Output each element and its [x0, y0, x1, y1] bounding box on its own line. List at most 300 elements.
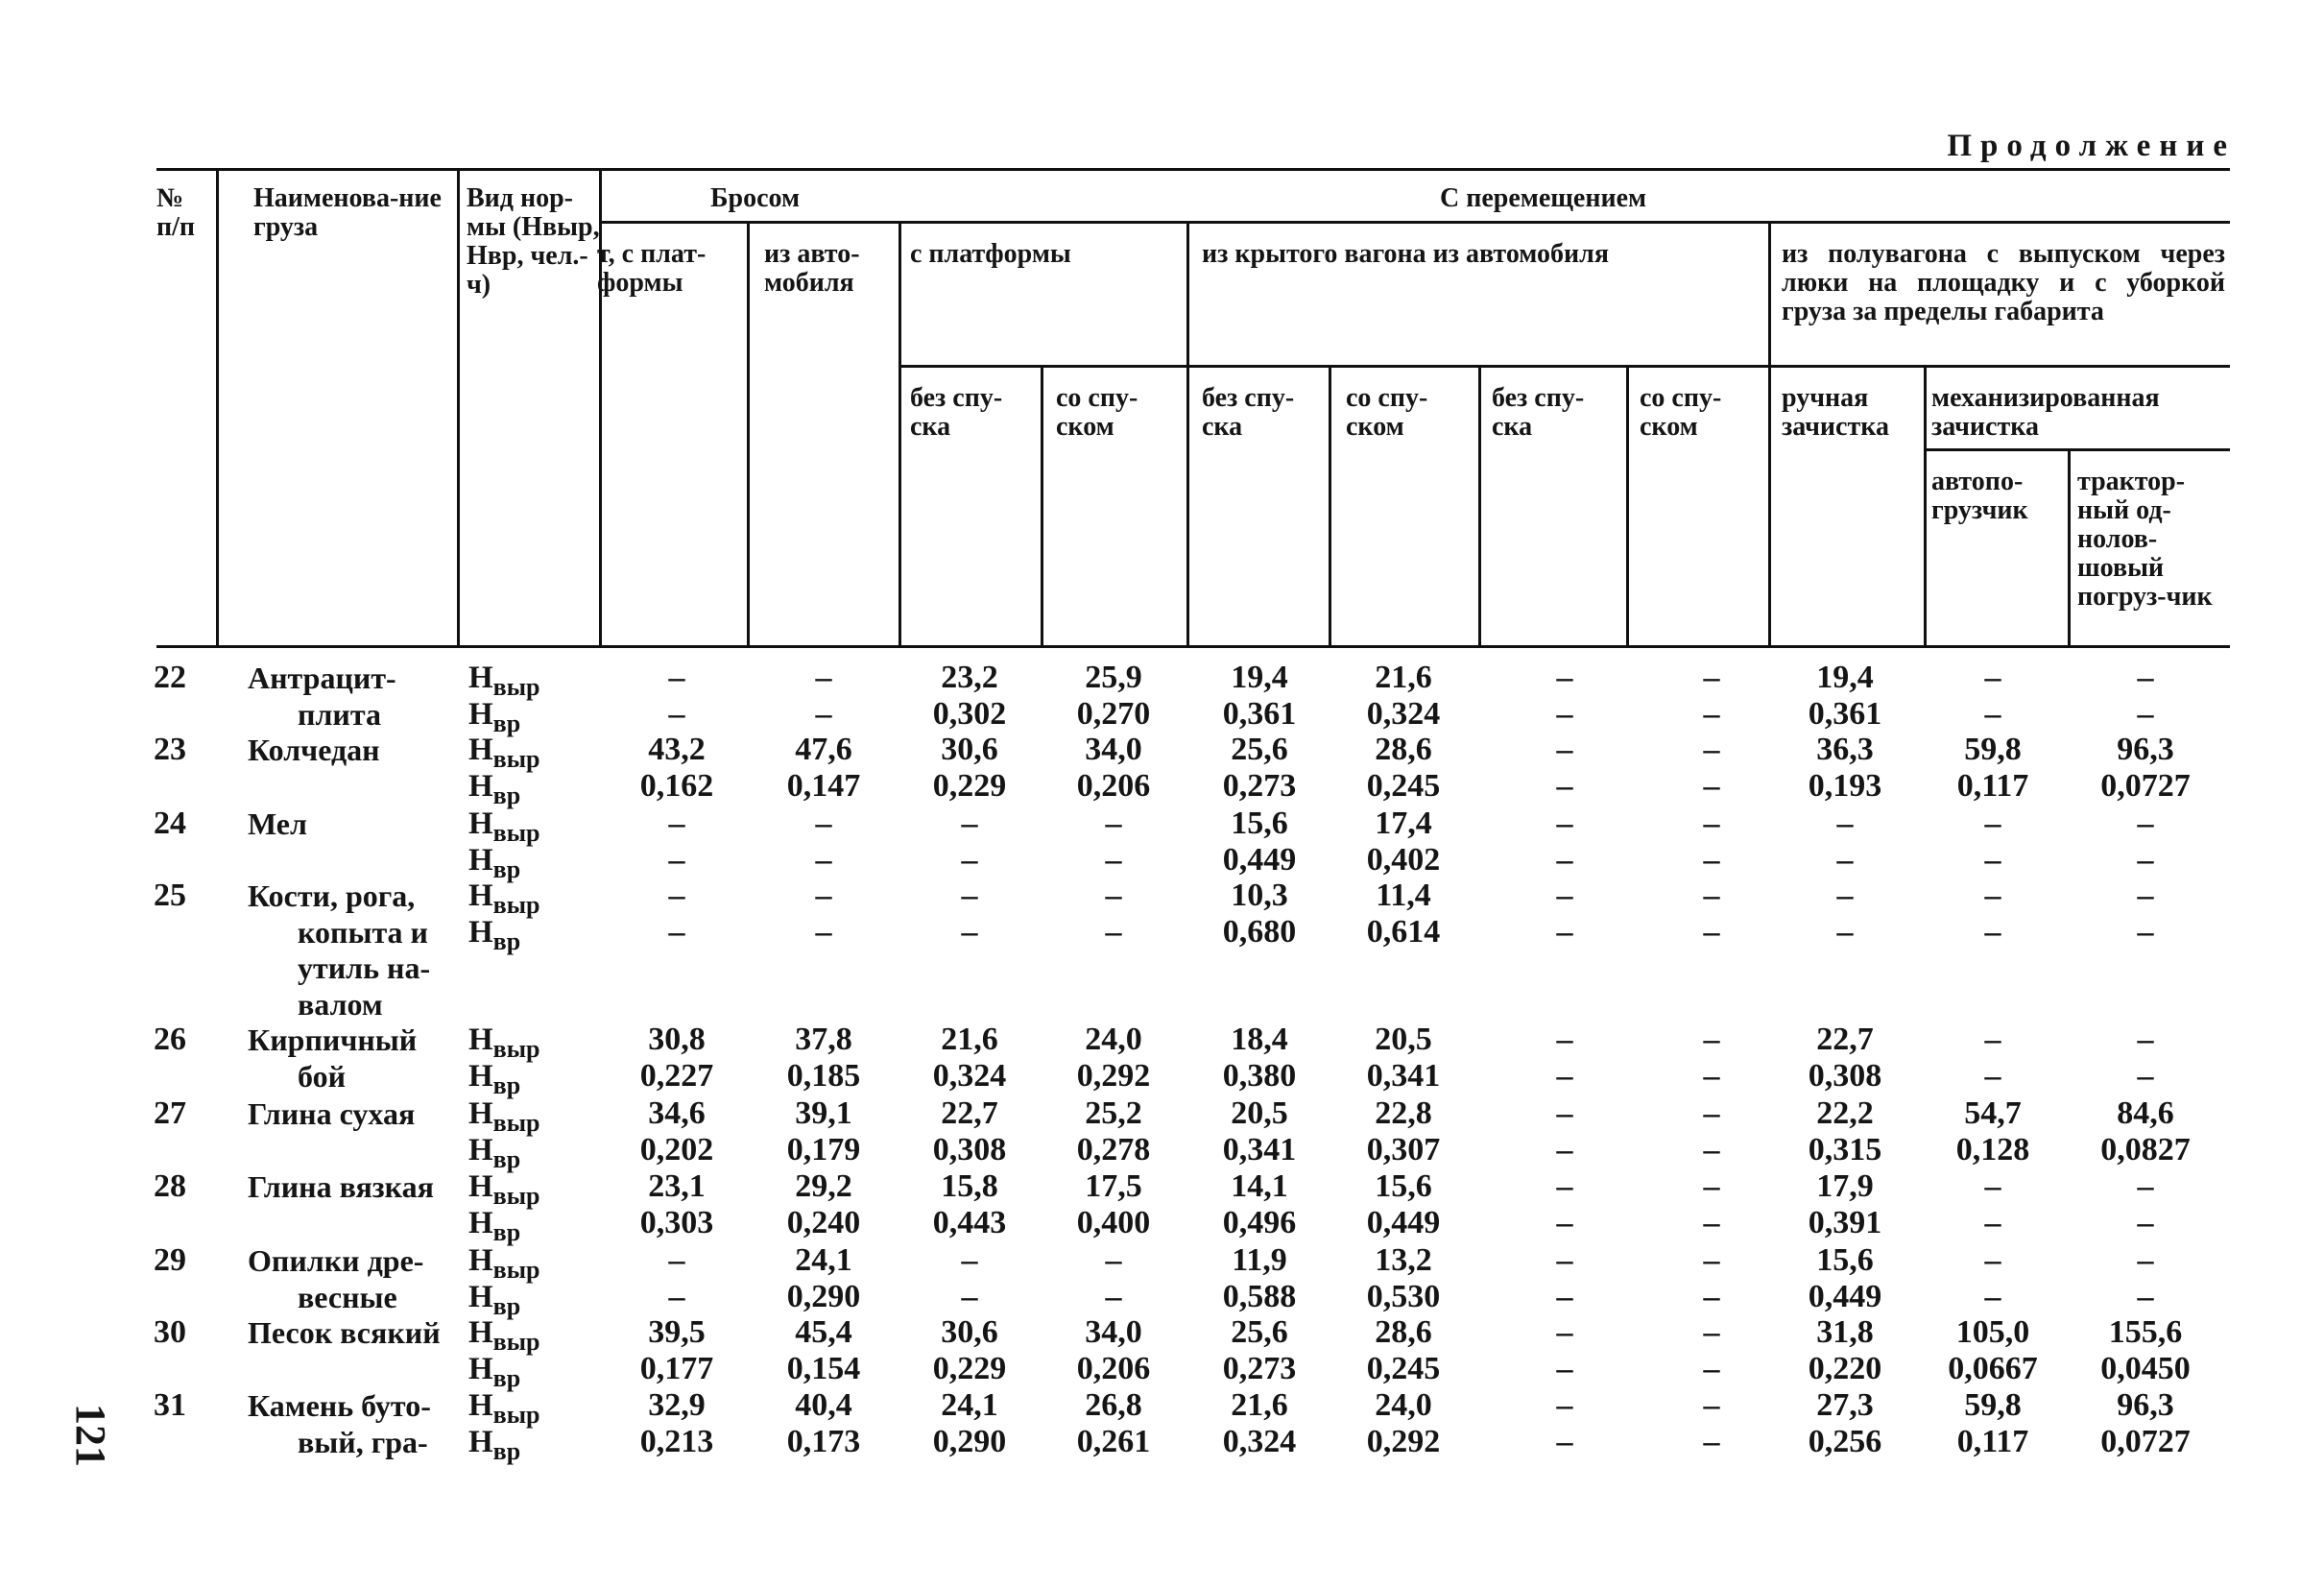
value-cell: 28,6	[1375, 732, 1432, 767]
value-cell: –	[1984, 878, 2001, 913]
value-cell: 0,324	[1366, 695, 1441, 732]
value-cell: 0,162	[639, 767, 714, 804]
value-cell: 0,308	[1808, 1057, 1882, 1094]
value-cell: 15,6	[1231, 806, 1288, 841]
value-cell: –	[668, 878, 685, 913]
value-cell: 21,6	[941, 1022, 998, 1057]
value-cell: –	[1703, 1131, 1720, 1167]
value-cell: –	[1703, 695, 1720, 732]
value-cell: –	[1105, 878, 1122, 913]
header-bez-spuska-3: без спу-ска	[1492, 383, 1585, 442]
header-norm-type: Вид нор-мы (Нвыр, Нвр, чел.-ч)	[467, 183, 600, 300]
value-cell: –	[1105, 1242, 1122, 1278]
value-cell: –	[1703, 841, 1720, 878]
value-cell: 40,4	[795, 1387, 852, 1423]
value-cell: 0,290	[932, 1423, 1007, 1459]
value-cell: 0,278	[1076, 1131, 1151, 1167]
header-bez-spuska-1: без спу-ска	[910, 383, 1003, 442]
norm-label-base: Н	[468, 1096, 493, 1131]
row-number: 28	[154, 1168, 186, 1204]
value-cell: 22,2	[1816, 1095, 1874, 1131]
col-rule-12	[1924, 365, 1927, 645]
norm-label-base: Н	[468, 1424, 493, 1459]
value-cell: 0,273	[1222, 1350, 1297, 1386]
value-cell: –	[1703, 1168, 1720, 1204]
row-number: 30	[154, 1314, 186, 1350]
header-iz-krytogo-vagona: из крытого вагона из автомобиля	[1202, 239, 1609, 269]
norm-label-base: Н	[468, 1132, 493, 1167]
value-cell: –	[668, 806, 685, 841]
value-cell: 0,680	[1222, 913, 1297, 950]
value-cell: –	[2137, 1168, 2154, 1204]
value-cell: 22,7	[941, 1095, 998, 1131]
header-ruchnaya-zachistka: ручная зачистка	[1782, 383, 1889, 442]
norm-label-subscript: вр	[492, 1363, 521, 1392]
value-cell: 27,3	[1816, 1387, 1874, 1423]
value-cell: –	[1984, 1204, 2001, 1240]
cargo-name: весные	[298, 1279, 397, 1314]
value-cell: –	[1556, 806, 1573, 841]
header-iz-avtomobilya-brosom: из авто-мобиля	[764, 239, 860, 298]
value-cell: 0,449	[1808, 1278, 1882, 1314]
value-cell: –	[961, 913, 978, 950]
value-cell: –	[961, 841, 978, 878]
value-cell: 0,206	[1076, 767, 1151, 804]
value-cell: 0,256	[1808, 1423, 1882, 1459]
value-cell: –	[1836, 806, 1854, 841]
value-cell: –	[961, 1278, 978, 1314]
cargo-name: Песок всякий	[248, 1315, 441, 1350]
header-s-peremeshcheniem: С перемещением	[1440, 183, 1647, 213]
value-cell: –	[1984, 660, 2001, 695]
value-cell: –	[1556, 1387, 1573, 1423]
cargo-name: Опилки дре-	[248, 1243, 424, 1278]
row-number: 29	[154, 1242, 186, 1278]
value-cell: 39,5	[648, 1314, 706, 1350]
value-cell: 0,292	[1076, 1057, 1151, 1094]
value-cell: –	[668, 660, 685, 695]
value-cell: –	[1556, 1131, 1573, 1167]
norm-label-subscript: вр	[492, 926, 521, 955]
col-rule-5	[898, 221, 901, 645]
norm-label-base: Н	[468, 806, 493, 841]
value-cell: 15,6	[1816, 1242, 1874, 1278]
value-cell: 15,8	[941, 1168, 998, 1204]
value-cell: –	[1984, 841, 2001, 878]
value-cell: 0,229	[932, 1350, 1007, 1386]
value-cell: –	[1703, 806, 1720, 841]
row-number: 22	[154, 660, 186, 695]
row-number: 31	[154, 1387, 186, 1423]
value-cell: 0,290	[786, 1278, 861, 1314]
header-rule-1	[599, 221, 2230, 224]
value-cell: 0,270	[1076, 695, 1151, 732]
norm-label-base: Н	[468, 1388, 493, 1423]
norm-label-subscript: вр	[492, 854, 521, 883]
value-cell: –	[668, 1242, 685, 1278]
value-cell: 34,0	[1085, 1314, 1142, 1350]
norm-label-subscript: вр	[492, 1436, 521, 1465]
header-bez-spuska-2: без спу-ска	[1202, 383, 1295, 442]
value-cell: –	[668, 913, 685, 950]
header-iz-poluvagona: из полувагона с выпуском через люки на площадку и с уборкой груза за пределы габарита	[1782, 239, 2225, 326]
value-cell: 17,9	[1816, 1168, 1874, 1204]
value-cell: –	[1556, 1314, 1573, 1350]
cargo-name: Колчедан	[248, 733, 380, 767]
value-cell: 0,315	[1808, 1131, 1882, 1167]
col-rule-2	[457, 168, 460, 645]
cargo-name: Кирпичный	[248, 1023, 418, 1057]
value-cell: –	[1703, 1057, 1720, 1094]
value-cell: –	[2137, 1204, 2154, 1240]
norm-label-base: Н	[468, 1279, 493, 1314]
header-avtopogruzchik: автопо-грузчик	[1931, 467, 2028, 525]
norm-label-subscript: выр	[492, 745, 540, 773]
value-cell: –	[1703, 1278, 1720, 1314]
value-cell: 0,341	[1366, 1057, 1441, 1094]
value-cell: –	[1703, 913, 1720, 950]
row-number: 27	[154, 1095, 186, 1131]
value-cell: 0,0827	[2100, 1131, 2191, 1167]
cargo-name: Глина сухая	[248, 1096, 416, 1131]
header-s-platformy-brosom: т, с плат-формы	[597, 239, 707, 298]
header-brosom: Бросом	[710, 183, 801, 213]
value-cell: 0,193	[1808, 767, 1882, 804]
value-cell: –	[1703, 878, 1720, 913]
value-cell: 21,6	[1375, 660, 1432, 695]
table-top-rule	[156, 168, 2230, 171]
value-cell: –	[668, 695, 685, 732]
norm-label-subscript: выр	[492, 1328, 540, 1356]
norm-label-base: Н	[468, 661, 493, 695]
value-cell: –	[1836, 878, 1854, 913]
value-cell: 0,530	[1366, 1278, 1441, 1314]
continuation-label: Продолжение	[1947, 129, 2236, 163]
value-cell: 0,117	[1956, 1423, 2029, 1459]
header-name: Наименова-ние груза	[253, 183, 442, 242]
value-cell: –	[815, 660, 832, 695]
value-cell: 25,6	[1231, 732, 1288, 767]
value-cell: –	[1556, 695, 1573, 732]
value-cell: 17,4	[1375, 806, 1432, 841]
row-number: 25	[154, 878, 186, 913]
value-cell: 36,3	[1816, 732, 1874, 767]
value-cell: –	[961, 806, 978, 841]
value-cell: 37,8	[795, 1022, 852, 1057]
value-cell: –	[1105, 841, 1122, 878]
value-cell: 0,443	[932, 1204, 1007, 1240]
norm-label-vr	[468, 1425, 520, 1469]
value-cell: 18,4	[1231, 1022, 1288, 1057]
value-cell: –	[1556, 1022, 1573, 1057]
value-cell: 34,6	[648, 1095, 706, 1131]
norm-label-subscript: выр	[492, 1401, 540, 1429]
value-cell: 0,185	[786, 1057, 861, 1094]
value-cell: –	[1703, 1242, 1720, 1278]
value-cell: 0,324	[1222, 1423, 1297, 1459]
norm-label-subscript: вр	[492, 781, 521, 809]
value-cell: –	[1556, 732, 1573, 767]
value-cell: 24,0	[1375, 1387, 1432, 1423]
col-rule-11	[1768, 221, 1771, 645]
header-s-platformy: с платформы	[910, 239, 1071, 269]
value-cell: –	[1703, 1314, 1720, 1350]
value-cell: –	[1984, 913, 2001, 950]
col-rule-10	[1626, 365, 1629, 645]
cargo-name: валом	[298, 986, 383, 1022]
value-cell: –	[1556, 1423, 1573, 1459]
value-cell: 0,220	[1808, 1350, 1882, 1386]
norm-label-subscript: вр	[492, 1291, 521, 1320]
value-cell: –	[1556, 1278, 1573, 1314]
cargo-name: Глина вязкая	[248, 1169, 434, 1204]
value-cell: –	[2137, 1022, 2154, 1057]
value-cell: 24,1	[941, 1387, 998, 1423]
value-cell: 25,2	[1085, 1095, 1142, 1131]
value-cell: 0,245	[1366, 1350, 1441, 1386]
norm-label-base: Н	[468, 1023, 493, 1057]
norm-label-subscript: выр	[492, 673, 540, 701]
value-cell: 0,0727	[2100, 1423, 2191, 1459]
header-rule-2b	[1768, 365, 2230, 368]
norm-label-vr	[468, 915, 520, 959]
value-cell: 30,6	[941, 1314, 998, 1350]
row-number: 24	[154, 806, 186, 841]
value-cell: 96,3	[2117, 1387, 2174, 1423]
value-cell: –	[1556, 767, 1573, 804]
value-cell: 17,5	[1085, 1168, 1142, 1204]
value-cell: –	[1703, 1423, 1720, 1459]
value-cell: 23,2	[941, 660, 998, 695]
value-cell: 0,292	[1366, 1423, 1441, 1459]
value-cell: 26,8	[1085, 1387, 1142, 1423]
value-cell: 0,391	[1808, 1204, 1882, 1240]
value-cell: 59,8	[1964, 732, 2022, 767]
cargo-name: Мел	[248, 806, 307, 841]
norm-label-base: Н	[468, 1205, 493, 1240]
value-cell: –	[1703, 767, 1720, 804]
value-cell: 25,9	[1085, 660, 1142, 695]
cargo-name: плита	[298, 696, 381, 732]
value-cell: 29,2	[795, 1168, 852, 1204]
header-so-spuskom-1: со спу-ском	[1056, 383, 1138, 442]
value-cell: –	[2137, 878, 2154, 913]
value-cell: –	[1703, 1350, 1720, 1386]
value-cell: 20,5	[1231, 1095, 1288, 1131]
value-cell: 0,400	[1076, 1204, 1151, 1240]
value-cell: 22,7	[1816, 1022, 1874, 1057]
cargo-name: Камень буто-	[248, 1388, 431, 1423]
norm-label-subscript: выр	[492, 1182, 540, 1210]
value-cell: 0,154	[786, 1350, 861, 1386]
value-cell: –	[1556, 660, 1573, 695]
cargo-name: копыта и	[298, 914, 428, 950]
norm-label-subscript: выр	[492, 1256, 540, 1284]
value-cell: 13,2	[1375, 1242, 1432, 1278]
norm-label-base: Н	[468, 696, 493, 732]
col-rule-4	[747, 221, 750, 645]
value-cell: 22,8	[1375, 1095, 1432, 1131]
value-cell: 10,3	[1231, 878, 1288, 913]
value-cell: –	[1105, 1278, 1122, 1314]
value-cell: 32,9	[648, 1387, 706, 1423]
header-so-spuskom-2: со спу-ском	[1346, 383, 1428, 442]
value-cell: –	[815, 913, 832, 950]
norm-label-subscript: вр	[492, 1217, 521, 1246]
value-cell: 24,0	[1085, 1022, 1142, 1057]
value-cell: 20,5	[1375, 1022, 1432, 1057]
norm-label-subscript: вр	[492, 1071, 521, 1099]
norm-label-subscript: вр	[492, 1144, 521, 1173]
value-cell: 105,0	[1955, 1314, 2030, 1350]
value-cell: 0,117	[1956, 767, 2029, 804]
value-cell: 0,229	[932, 767, 1007, 804]
norm-label-base: Н	[468, 768, 493, 804]
value-cell: 31,8	[1816, 1314, 1874, 1350]
value-cell: –	[961, 878, 978, 913]
page-number-text: 121	[67, 1404, 114, 1467]
value-cell: –	[1556, 1350, 1573, 1386]
norm-label-base: Н	[468, 1058, 493, 1094]
value-cell: 0,614	[1366, 913, 1441, 950]
value-cell: 0,341	[1222, 1131, 1297, 1167]
value-cell: –	[1556, 1204, 1573, 1240]
value-cell: 155,6	[2108, 1314, 2183, 1350]
value-cell: 24,1	[795, 1242, 852, 1278]
value-cell: –	[1703, 1022, 1720, 1057]
value-cell: 0,202	[639, 1131, 714, 1167]
value-cell: –	[1703, 1095, 1720, 1131]
norm-label-base: Н	[468, 842, 493, 878]
value-cell: –	[1556, 1057, 1573, 1094]
norm-label-base: Н	[468, 914, 493, 950]
header-rule-3	[1924, 448, 2230, 451]
col-rule-13	[2068, 448, 2071, 645]
value-cell: 0,179	[786, 1131, 861, 1167]
value-cell: 0,303	[639, 1204, 714, 1240]
value-cell: 30,8	[648, 1022, 706, 1057]
value-cell: 43,2	[648, 732, 706, 767]
row-number: 23	[154, 732, 186, 767]
value-cell: –	[1703, 732, 1720, 767]
value-cell: 0,308	[932, 1131, 1007, 1167]
value-cell: –	[2137, 841, 2154, 878]
value-cell: –	[1984, 1242, 2001, 1278]
value-cell: 11,4	[1376, 878, 1431, 913]
value-cell: –	[815, 841, 832, 878]
value-cell: 21,6	[1231, 1387, 1288, 1423]
value-cell: 14,1	[1231, 1168, 1288, 1204]
value-cell: –	[1703, 1204, 1720, 1240]
value-cell: –	[668, 1278, 685, 1314]
value-cell: 11,9	[1232, 1242, 1287, 1278]
value-cell: 0,361	[1808, 695, 1882, 732]
header-traktorny-pogruzchik: трактор-ный од-нолов-шовый погруз-чик	[2077, 467, 2213, 612]
value-cell: 0,177	[639, 1350, 714, 1386]
value-cell: 0,380	[1222, 1057, 1297, 1094]
value-cell: –	[1105, 913, 1122, 950]
value-cell: 0,588	[1222, 1278, 1297, 1314]
value-cell: 96,3	[2117, 732, 2174, 767]
value-cell: 0,240	[786, 1204, 861, 1240]
value-cell: 0,227	[639, 1057, 714, 1094]
value-cell: 0,173	[786, 1423, 861, 1459]
norm-label-subscript: выр	[492, 819, 540, 847]
value-cell: 0,213	[639, 1423, 714, 1459]
value-cell: –	[1984, 1057, 2001, 1094]
value-cell: –	[1556, 913, 1573, 950]
value-cell: –	[1984, 1022, 2001, 1057]
value-cell: –	[1556, 878, 1573, 913]
header-bottom-rule	[156, 645, 2230, 648]
value-cell: –	[1984, 1278, 2001, 1314]
norm-label-base: Н	[468, 1351, 493, 1386]
value-cell: –	[1703, 660, 1720, 695]
value-cell: 19,4	[1231, 660, 1288, 695]
row-number: 26	[154, 1022, 186, 1057]
value-cell: 0,307	[1366, 1131, 1441, 1167]
value-cell: 0,449	[1222, 841, 1297, 878]
value-cell: 47,6	[795, 732, 852, 767]
value-cell: 0,261	[1076, 1423, 1151, 1459]
value-cell: –	[1556, 841, 1573, 878]
value-cell: –	[2137, 1242, 2154, 1278]
value-cell: 34,0	[1085, 732, 1142, 767]
value-cell: –	[1556, 1168, 1573, 1204]
header-so-spuskom-3: со спу-ском	[1640, 383, 1722, 442]
value-cell: 25,6	[1231, 1314, 1288, 1350]
value-cell: –	[1105, 806, 1122, 841]
value-cell: 30,6	[941, 732, 998, 767]
header-rule-2	[898, 365, 1768, 368]
value-cell: 23,1	[648, 1168, 706, 1204]
value-cell: –	[961, 1242, 978, 1278]
norm-label-base: Н	[468, 733, 493, 767]
cargo-name: Антрацит-	[248, 661, 396, 695]
header-mekh-zachistka: механизированная зачистка	[1931, 383, 2160, 442]
value-cell: 0,206	[1076, 1350, 1151, 1386]
col-rule-9	[1478, 365, 1481, 645]
norm-label-subscript: выр	[492, 1035, 540, 1063]
value-cell: 19,4	[1816, 660, 1874, 695]
value-cell: –	[1984, 1168, 2001, 1204]
value-cell: –	[2137, 1278, 2154, 1314]
value-cell: –	[815, 695, 832, 732]
value-cell: 45,4	[795, 1314, 852, 1350]
norm-label-base: Н	[468, 878, 493, 913]
value-cell: 0,245	[1366, 767, 1441, 804]
col-rule-1	[216, 168, 219, 645]
value-cell: 39,1	[795, 1095, 852, 1131]
value-cell: –	[1703, 1387, 1720, 1423]
value-cell: –	[1984, 695, 2001, 732]
cargo-name: Кости, рога,	[248, 878, 416, 913]
value-cell: –	[1556, 1242, 1573, 1278]
norm-label-base: Н	[468, 1169, 493, 1204]
col-rule-6	[1041, 365, 1043, 645]
value-cell: 0,496	[1222, 1204, 1297, 1240]
value-cell: –	[668, 841, 685, 878]
value-cell: –	[2137, 913, 2154, 950]
norm-label-subscript: вр	[492, 709, 521, 737]
norm-label-base: Н	[468, 1315, 493, 1350]
header-num: № п/п	[156, 183, 196, 242]
value-cell: 0,0450	[2100, 1350, 2191, 1386]
value-cell: –	[1836, 841, 1854, 878]
value-cell: –	[1984, 806, 2001, 841]
value-cell: 54,7	[1964, 1095, 2022, 1131]
value-cell: 28,6	[1375, 1314, 1432, 1350]
